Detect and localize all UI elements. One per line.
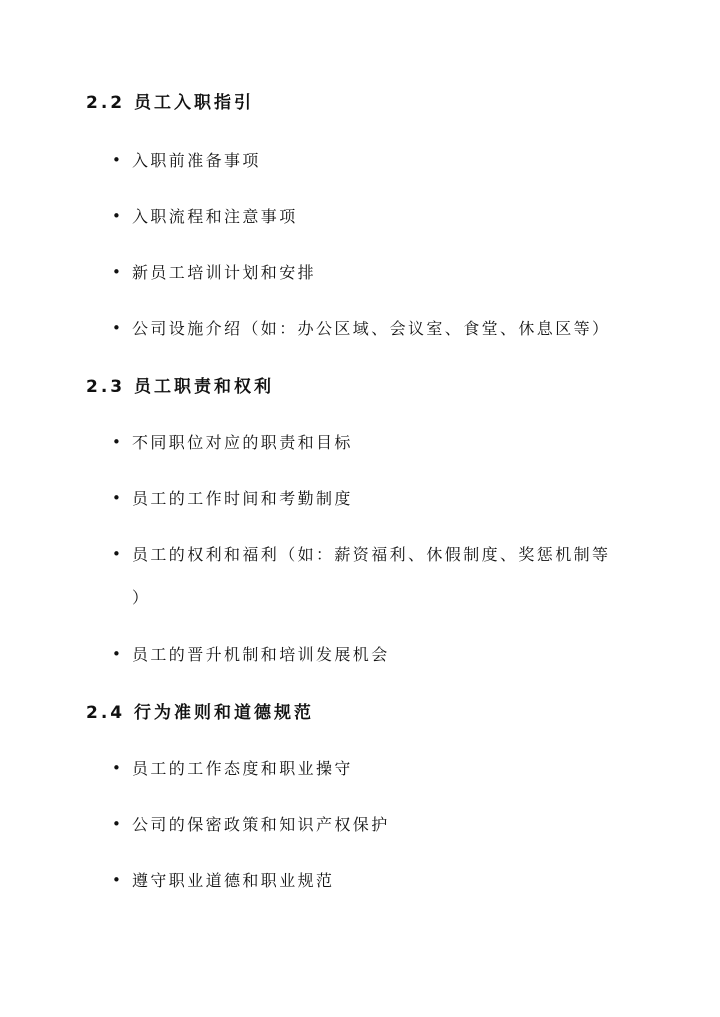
bullet-icon: • (112, 206, 124, 225)
list-item-text: 新员工培训计划和安排 (132, 263, 317, 282)
list-item-text: 员工的权利和福利（如：薪资福利、休假制度、奖惩机制等 (132, 545, 611, 564)
list-item (112, 316, 610, 339)
list-item-text: 员工的晋升机制和培训发展机会 (132, 645, 390, 664)
list-item (112, 204, 298, 227)
list-item (112, 260, 316, 283)
bullet-icon: • (112, 262, 124, 281)
bullet-icon: • (112, 544, 124, 563)
bullet-icon: • (112, 488, 124, 507)
list-item (112, 148, 261, 171)
list-item (112, 430, 353, 453)
list-item (112, 868, 334, 891)
bullet-icon: • (112, 150, 124, 169)
list-item (112, 486, 353, 509)
list-item (112, 642, 390, 665)
section-heading-2-2: 2.2 员工入职指引 (86, 93, 255, 113)
list-item-text: 员工的工作时间和考勤制度 (132, 489, 353, 508)
list-item-continuation: ） (132, 588, 149, 607)
list-item-text: 入职前准备事项 (132, 151, 261, 170)
list-item (112, 756, 353, 779)
list-item-text: 遵守职业道德和职业规范 (132, 871, 335, 890)
bullet-icon: • (112, 432, 124, 451)
section-heading-2-3: 2.3 员工职责和权利 (86, 377, 275, 397)
bullet-icon: • (112, 318, 124, 337)
list-item-text: 入职流程和注意事项 (132, 207, 298, 226)
section-heading-2-4: 2.4 行为准则和道德规范 (86, 703, 315, 723)
bullet-icon: • (112, 814, 124, 833)
list-item-text: 公司的保密政策和知识产权保护 (132, 815, 390, 834)
list-item (112, 542, 610, 565)
bullet-icon: • (112, 758, 124, 777)
list-item-text: 公司设施介绍（如：办公区域、会议室、食堂、休息区等） (132, 319, 611, 338)
list-item-text: 员工的工作态度和职业操守 (132, 759, 353, 778)
bullet-icon: • (112, 870, 124, 889)
list-item-text: 不同职位对应的职责和目标 (132, 433, 353, 452)
list-item (112, 812, 390, 835)
bullet-icon: • (112, 644, 124, 663)
